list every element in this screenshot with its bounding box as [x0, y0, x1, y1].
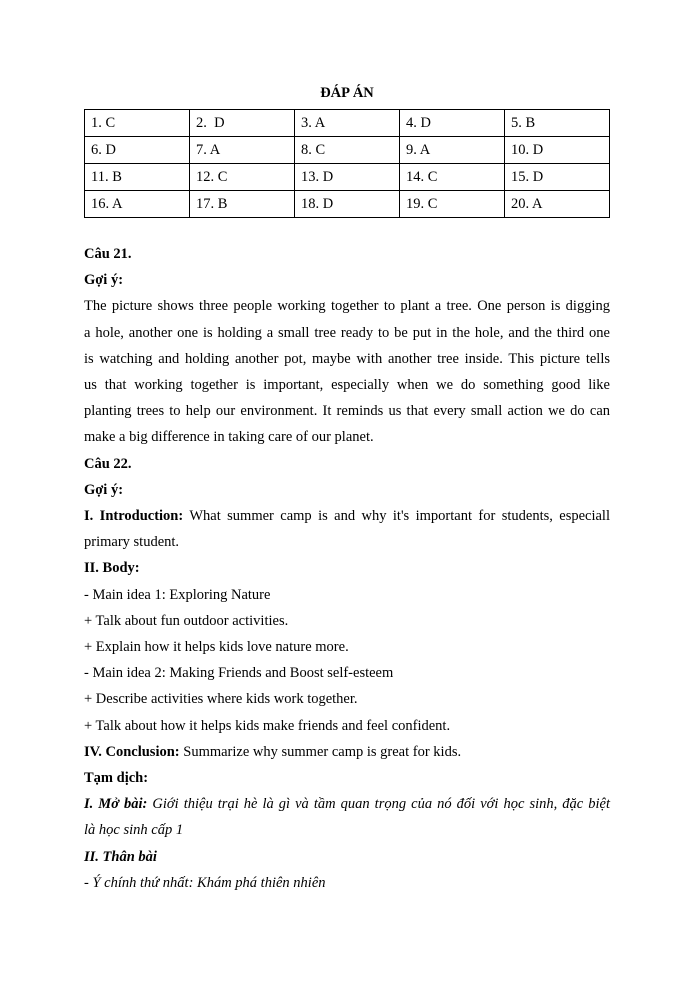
table-cell: 17. B [190, 191, 295, 218]
introduction-line-2: primary student. [84, 534, 180, 551]
introduction-label: I. Introduction: [84, 508, 184, 525]
conclusion-line [84, 739, 610, 765]
table-cell: 3. A [295, 110, 400, 137]
list-item: + Explain how it helps kids love nature more. [84, 639, 349, 656]
list-item: - Main idea 2: Making Friends and Boost self-esteem [84, 665, 394, 682]
table-cell: 18. D [295, 191, 400, 218]
mo-bai-label: I. Mở bài: [84, 796, 148, 813]
table-cell: 10. D [505, 137, 610, 164]
list-item: + Describe activities where kids work together. [84, 691, 358, 708]
list-item: + Talk about how it helps kids make friends and feel confident. [84, 717, 451, 734]
introduction-line [84, 503, 610, 529]
table-row [85, 191, 610, 218]
question-21-heading: Câu 21. [84, 246, 132, 262]
paragraph-line: a hole, another one is holding a small tree ready to be put in the hole, and the third one [84, 324, 610, 341]
table-cell: 7. A [190, 137, 295, 164]
table-cell: 4. D [400, 110, 505, 137]
table-row [85, 164, 610, 191]
list-item: - Main idea 1: Exploring Nature [84, 586, 271, 603]
conclusion-text: Summarize why summer camp is great for kids. [179, 743, 462, 760]
translation-label: Tạm dịch: [84, 770, 149, 787]
list-item: + Talk about fun outdoor activities. [84, 612, 289, 629]
table-cell: 12. C [190, 164, 295, 191]
table-cell: 9. A [400, 137, 505, 164]
table-cell: 5. B [505, 110, 610, 137]
paragraph-line: planting trees to help our environment. It reminds us that every small action we do can [84, 403, 610, 420]
table-cell: 14. C [400, 164, 505, 191]
mo-bai-text: Giới thiệu trại hè là gì và tầm quan trọng của nó đối với học sinh, đặc biệt [147, 796, 610, 813]
question-22-hint-label: Gợi ý: [84, 481, 124, 498]
paragraph-line: The picture shows three people working together to plant a tree. One person is digging [84, 298, 610, 315]
introduction-text: What summer camp is and why it's important for students, especiall [183, 508, 610, 525]
table-cell: 6. D [85, 137, 190, 164]
table-cell: 1. C [85, 110, 190, 137]
list-item: - Ý chính thứ nhất: Khám phá thiên nhiên [84, 874, 326, 891]
table-row [85, 110, 610, 137]
table-row [85, 137, 610, 164]
question-22-heading: Câu 22. [84, 455, 132, 472]
mo-bai-line [84, 791, 610, 817]
mo-bai-line-2: là học sinh cấp 1 [84, 822, 184, 839]
paragraph-line: make a big difference in taking care of our planet. [84, 429, 374, 446]
table-cell: 19. C [400, 191, 505, 218]
table-cell: 13. D [295, 164, 400, 191]
answer-key-title: ĐÁP ÁN [320, 85, 374, 101]
conclusion-label: IV. Conclusion: [84, 743, 180, 760]
table-cell: 16. A [85, 191, 190, 218]
question-21-answer [84, 293, 610, 450]
body-label: II. Body: [84, 560, 140, 577]
answer-content [84, 241, 610, 896]
than-bai-label: II. Thân bài [84, 848, 157, 865]
table-cell: 20. A [505, 191, 610, 218]
table-cell: 8. C [295, 137, 400, 164]
paragraph-line: us that working together is important, especially when we do something good like [84, 377, 610, 394]
table-cell: 11. B [85, 164, 190, 191]
table-cell: 2. D [190, 110, 295, 137]
paragraph-line: is watching and holding another pot, maybe with another tree inside. This picture tells [84, 350, 610, 367]
answer-table [84, 109, 610, 218]
question-21-hint-label: Gợi ý: [84, 272, 124, 289]
table-cell: 15. D [505, 164, 610, 191]
